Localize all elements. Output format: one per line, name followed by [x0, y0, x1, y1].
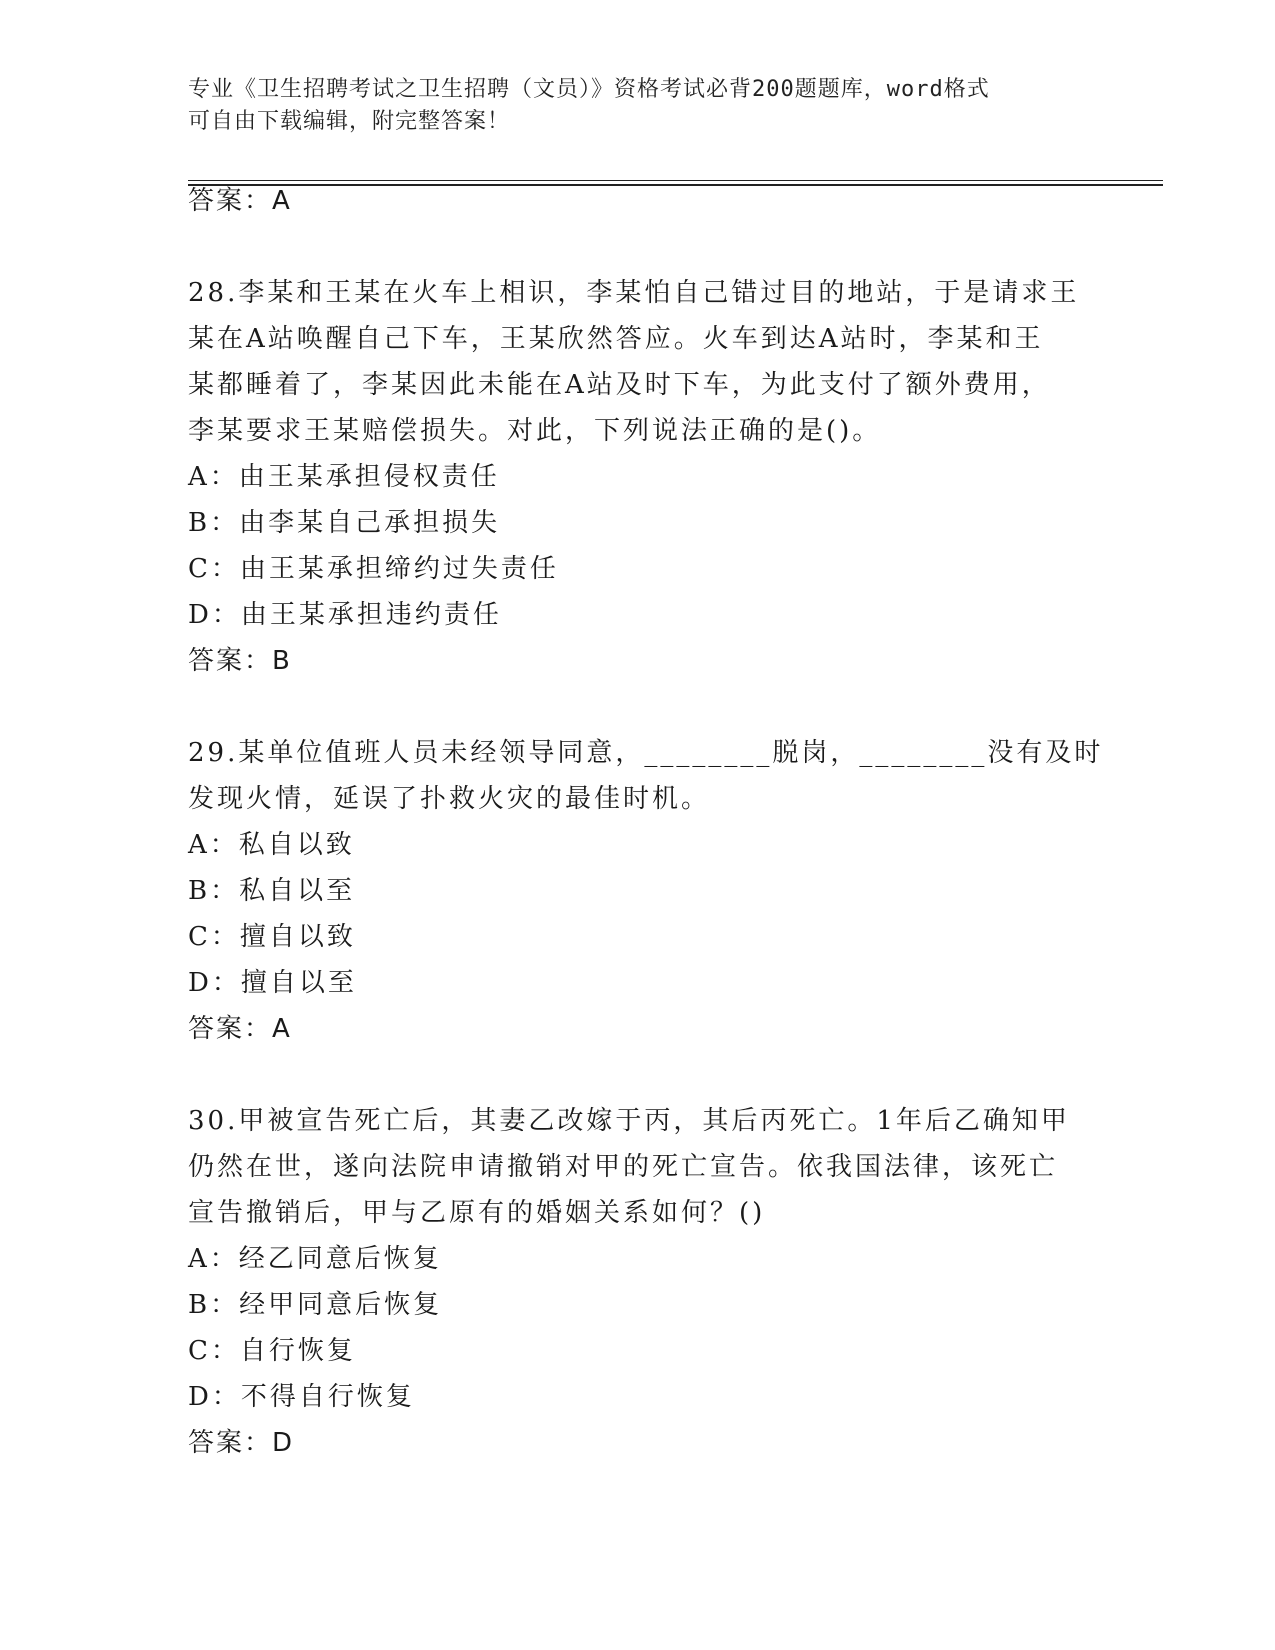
option-a: A：由王某承担侵权责任	[188, 462, 500, 492]
option-c: C：由王某承担缔约过失责任	[188, 554, 559, 584]
question-stem-line: 29.某单位值班人员未经领导同意，________脱岗，________没有及时	[188, 738, 1104, 768]
question-28	[188, 270, 1088, 684]
answer-29: 答案：A	[188, 1014, 292, 1044]
question-30	[188, 1098, 1088, 1466]
option-d: D：不得自行恢复	[188, 1382, 415, 1412]
option-b: B：由李某自己承担损失	[188, 508, 501, 538]
spacer	[188, 684, 1088, 730]
option-b: B：经甲同意后恢复	[188, 1290, 443, 1320]
header-line-2: 可自由下载编辑，附完整答案！	[188, 109, 511, 134]
spacer	[188, 224, 1088, 270]
header-line-1: 专业《卫生招聘考试之卫生招聘（文员）》资格考试必背200题题库，word格式	[188, 77, 990, 102]
option-d: D：由王某承担违约责任	[188, 600, 502, 630]
option-a: A：私自以致	[188, 830, 355, 860]
question-stem-line: 30.甲被宣告死亡后，其妻乙改嫁于丙，其后丙死亡。1年后乙确知甲	[188, 1106, 1070, 1136]
question-29	[188, 730, 1104, 1052]
answer-30: 答案：D	[188, 1428, 295, 1458]
question-stem-line: 李某要求王某赔偿损失。对此，下列说法正确的是()。	[188, 416, 882, 446]
question-stem-line: 某在A站唤醒自己下车，王某欣然答应。火车到达A站时，李某和王	[188, 324, 1044, 354]
option-c: C：擅自以致	[188, 922, 356, 952]
previous-answer: 答案：A	[188, 186, 292, 216]
question-list	[188, 178, 1104, 1466]
option-c: C：自行恢复	[188, 1336, 356, 1366]
question-stem-line: 宣告撤销后，甲与乙原有的婚姻关系如何？()	[188, 1198, 766, 1228]
question-stem-line: 仍然在世，遂向法院申请撤销对甲的死亡宣告。依我国法律，该死亡	[188, 1152, 1059, 1182]
question-stem-line: 某都睡着了，李某因此未能在A站及时下车，为此支付了额外费用，	[188, 370, 1051, 400]
spacer	[188, 1052, 1088, 1098]
question-stem-line: 28.李某和王某在火车上相识，李某怕自己错过目的地站，于是请求王	[188, 278, 1080, 308]
option-d: D：擅自以至	[188, 968, 357, 998]
option-a: A：经乙同意后恢复	[188, 1244, 442, 1274]
question-stem-line: 发现火情，延误了扑救火灾的最佳时机。	[188, 784, 711, 814]
option-b: B：私自以至	[188, 876, 356, 906]
page-header	[188, 74, 1088, 138]
answer-28: 答案：B	[188, 646, 292, 676]
